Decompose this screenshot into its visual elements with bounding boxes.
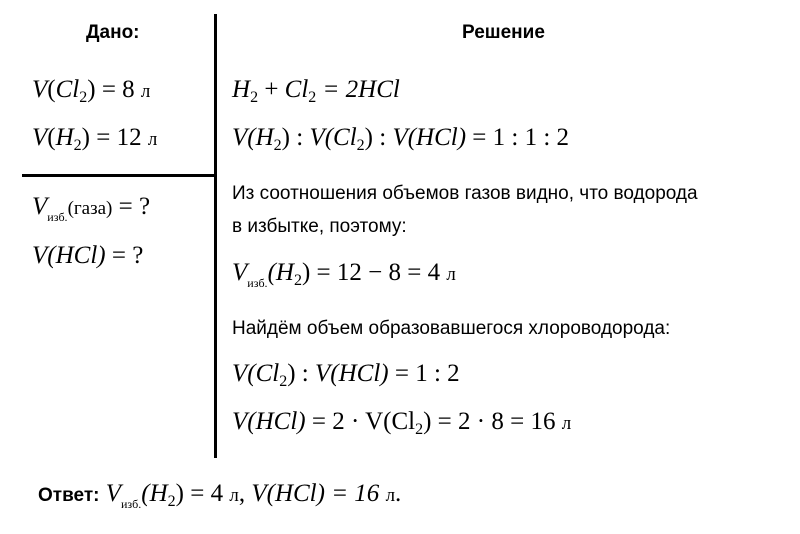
reaction-equation: $H_2 + Cl_2 = 2HCl$ bbox=[232, 76, 400, 106]
given-find-divider bbox=[22, 174, 216, 177]
solution-header: Решение bbox=[462, 22, 545, 43]
answer-line: Ответ: $V_{изб.}(H_2) = 4$ л, V(HCl) = 16 л. bbox=[38, 480, 402, 511]
table-vertical-divider bbox=[214, 14, 217, 458]
given-header: Дано: bbox=[86, 22, 140, 43]
answer-label: Ответ: bbox=[38, 485, 100, 506]
find-volume-hcl: V(HCl) = ? bbox=[32, 242, 144, 269]
explanation-line-2: в избытке, поэтому: bbox=[232, 216, 407, 237]
explanation-line-1: Из соотношения объемов газов видно, что водорода bbox=[232, 183, 698, 204]
hcl-volume-calculation: $V(HCl) = 2 \cdot V(Cl_2) = 2 \cdot 8 = 16$ л bbox=[232, 408, 572, 438]
chlorine-hcl-ratio: $V(Cl_2)$ : V(HCl) = 1 : 2 bbox=[232, 360, 460, 390]
volume-ratio-equation: $V(H_2)$ : $V(Cl_2)$ : V(HCl) = 1 : 1 : 2 bbox=[232, 124, 570, 154]
given-volume-cl2: $V(Cl_2) = 8$ л bbox=[32, 76, 151, 106]
find-excess-gas: $V_{изб.}(газа)$ = ? bbox=[32, 193, 151, 224]
explanation-line-3: Найдём объем образовавшегося хлороводорода: bbox=[232, 318, 671, 339]
excess-hydrogen-equation: $V_{изб.}(H_2) = 12 - 8 = 4$ л bbox=[232, 259, 456, 290]
given-volume-h2: $V(H_2) = 12$ л bbox=[32, 124, 158, 154]
